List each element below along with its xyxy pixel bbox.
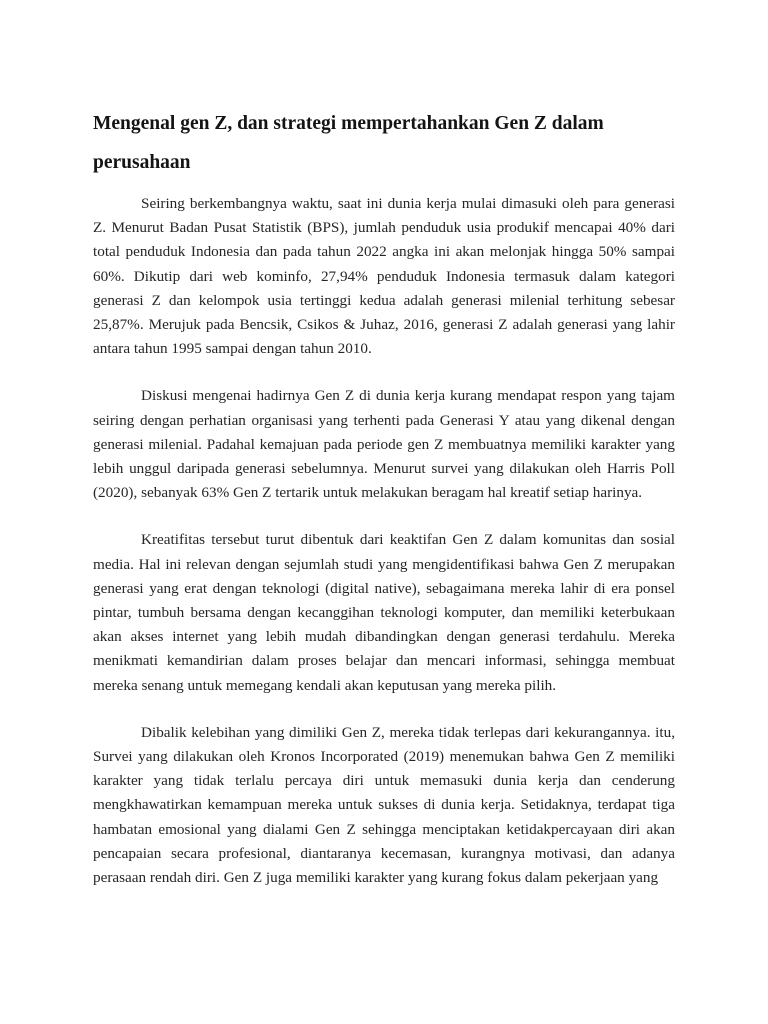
paragraph-4: Dibalik kelebihan yang dimiliki Gen Z, mereka tidak terlepas dari kekurangannya. itu, Survei yang dilakukan oleh Kronos Incorporated (2019) menemukan bahwa Gen Z memiliki karakter yang tidak terlalu percaya diri untuk memasuki dunia kerja dan cenderung mengkhawatirkan kemampuan mereka untuk sukses di dunia kerja. Setidaknya, terdapat tiga hambatan emosional yang dialami Gen Z sehingga menciptakan ketidakpercayaan diri akan pencapaian secara profesional, diantaranya kecemasan, kurangnya motivasi, dan adanya perasaan rendah diri. Gen Z juga memiliki karakter yang kurang fokus dalam pekerjaan yang — [93, 723, 675, 887]
paragraph-2: Diskusi mengenai hadirnya Gen Z di dunia kerja kurang mendapat respon yang tajam seiring dengan perhatian organisasi yang terhenti pada Generasi Y atau yang dikenal dengan generasi milenial. Padahal kemajuan pada periode gen Z membuatnya memiliki karakter yang lebih unggul daripada generasi sebelumnya. Menurut survei yang dilakukan oleh Harris Poll (2020), sebanyak 63% Gen Z tertarik untuk melakukan beragam hal kreatif setiap harinya. — [93, 387, 675, 502]
paragraph-1: Seiring berkembangnya waktu, saat ini dunia kerja mulai dimasuki oleh para generasi Z. Menurut Badan Pusat Statistik (BPS), jumlah penduduk usia produkif mencapai 40% dari total penduduk Indonesia dan pada tahun 2022 angka ini akan melonjak hingga 50% sampai 60%. Dikutip dari web kominfo, 27,94% penduduk Indonesia termasuk dalam kategori generasi Z dan kelompok usia tertinggi kedua adalah generasi milenial terhitung sebesar 25,87%. Merujuk pada Bencsik, Csikos & Juhaz, 2016, generasi Z adalah generasi yang lahir antara tahun 1995 sampai dengan tahun 2010. — [93, 195, 675, 358]
document-page — [93, 104, 675, 913]
paragraph-3: Kreatifitas tersebut turut dibentuk dari keaktifan Gen Z dalam komunitas dan sosial media. Hal ini relevan dengan sejumlah studi yang mengidentifikasi bahwa Gen Z merupakan generasi yang erat dengan teknologi (digital native), sebagaimana mereka lahir di era ponsel pintar, tumbuh bersama dengan kecanggihan teknologi komputer, dan memiliki keterbukaan akan akses internet yang lebih mudah dibandingkan dengan generasi terdahulu. Mereka menikmati kemandirian dalam proses belajar dan mencari informasi, sehingga membuat mereka senang untuk memegang kendali akan keputusan yang mereka pilih. — [93, 531, 675, 694]
document-title: Mengenal gen Z, dan strategi mempertahankan Gen Z dalam perusahaan — [93, 113, 604, 173]
